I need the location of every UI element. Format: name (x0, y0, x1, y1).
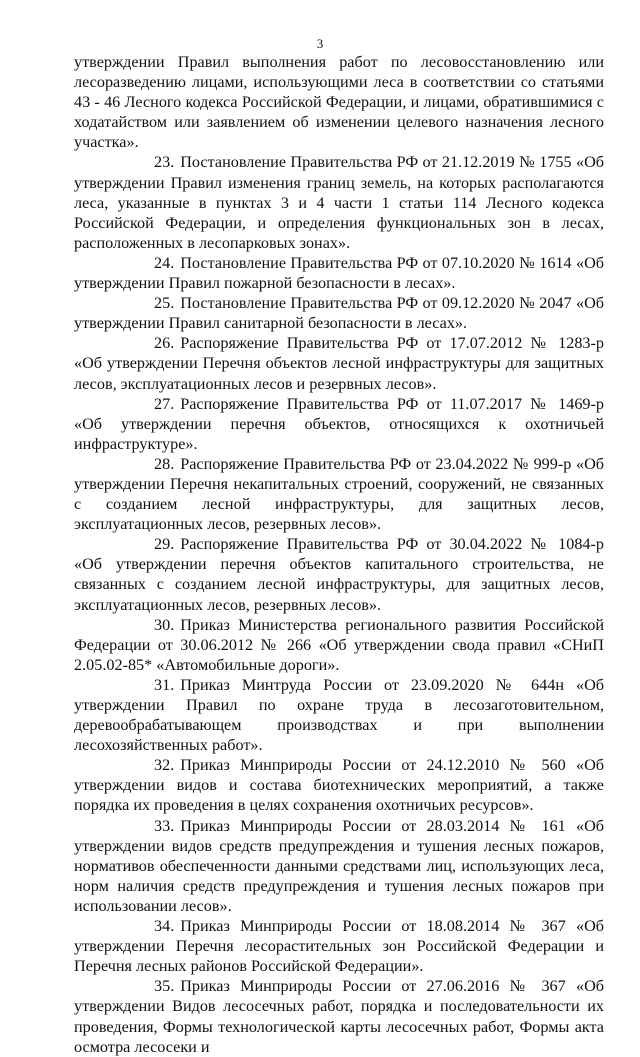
page-number: 3 (316, 36, 324, 51)
list-item-28 (74, 454, 604, 534)
paragraph-text: Приказ Минтруда России от 23.09.2020 № 644н «Об утверждении Правил по охране труда в лесозаготовительном, деревообрабатывающем производствах и при выполнении лесохозяйственных работ». (74, 675, 604, 755)
list-item-24 (74, 253, 604, 293)
paragraph-text: Постановление Правительства РФ от 21.12.2019 № 1755 «Об утверждении Правил изменения границ земель, на которых располагаются леса, указанные в пунктах 3 и 4 части 1 статьи 114 Лесного кодекса Российской Федерации, и определения функциональных зон в лесах, расположенных в лесопарковых зонах». (74, 153, 604, 252)
paragraph-text: Постановление Правительства РФ от 07.10.2020 № 1614 «Об утверждении Правил пожарной безопасности в лесах». (74, 253, 604, 293)
paragraph-text: утверждении Правил выполнения работ по лесовосстановлению или лесоразведению лицами, использующими леса в соответствии со статьями 43 - 46 Лесного кодекса Российской Федерации, и лицами, обратившимися с ходатайством или заявлением об изменении целевого назначения лесного участка». (74, 53, 604, 152)
item-number: 26. (154, 334, 175, 353)
paragraph-text: Приказ Минприроды России от 24.12.2010 № 560 «Об утверждении видов и состава биотехнических мероприятий, а также порядка их проведения в целях сохранения охотничьих ресурсов». (74, 756, 604, 815)
paragraph-text: Распоряжение Правительства РФ от 30.04.2022 № 1084-р «Об утверждении перечня объектов капитального строительства, не связанных с созданием лесной инфраструктуры, для защитных лесов, эксплуатационных лесов, резервных лесов». (74, 535, 604, 614)
list-item-25 (74, 293, 604, 333)
item-number: 29. (154, 535, 175, 554)
item-number: 35. (154, 977, 175, 996)
item-number: 32. (154, 756, 175, 775)
list-item-27 (74, 394, 604, 454)
list-item-35 (74, 976, 604, 1056)
paragraph-text: Приказ Минприроды России от 28.03.2014 № 161 «Об утверждении видов средств предупреждения и тушения лесных пожаров, нормативов обеспеченности данными средствами лиц, использующих леса, норм наличия средств предупреждения и тушения лесных пожаров при использовании лесов». (74, 816, 604, 915)
paragraph-text: Распоряжение Правительства РФ от 23.04.2022 № 999-р «Об утверждении Перечня некапитальных строений, сооружений, не связанных с созданием лесной инфраструктуры, для защитных лесов, эксплуатационных лесов, резервных лесов». (74, 454, 604, 534)
item-number: 31. (154, 675, 175, 694)
item-number: 23. (154, 153, 175, 172)
list-item-32 (74, 755, 604, 815)
list-item-30 (74, 615, 604, 675)
list-item-31 (74, 675, 604, 755)
item-number: 27. (154, 394, 175, 413)
list-item-34 (74, 916, 604, 976)
paragraph-continued (74, 52, 604, 152)
paragraph-text: Приказ Минприроды России от 27.06.2016 № 367 «Об утверждении Видов лесосечных работ, порядка и последовательности их проведения, Формы технологической карты лесосечных работ, Формы акта осмотра лесосеки и (74, 977, 604, 1056)
paragraph-text: Распоряжение Правительства РФ от 17.07.2012 № 1283-р «Об утверждении Перечня объектов лесной инфраструктуры для защитных лесов, эксплуатационных лесов и резервных лесов». (74, 334, 604, 393)
item-number: 34. (154, 917, 175, 936)
list-item-29 (74, 534, 604, 614)
list-item-33 (74, 816, 604, 916)
list-item-23 (74, 152, 604, 252)
list-item-26 (74, 333, 604, 393)
item-number: 28. (154, 454, 175, 473)
paragraph-text: Приказ Министерства регионального развития Российской Федерации от 30.06.2012 № 266 «Об утверждении свода правил «СНиП 2.05.02-85* «Автомобильные дороги». (74, 615, 604, 674)
item-number: 24. (154, 253, 175, 272)
item-number: 30. (154, 615, 175, 634)
item-number: 25. (154, 294, 175, 313)
paragraph-text: Распоряжение Правительства РФ от 11.07.2017 № 1469-р «Об утверждении перечня объектов, относящихся к охотничьей инфраструктуре». (74, 394, 604, 453)
item-number: 33. (154, 816, 175, 835)
document-body (74, 52, 604, 1057)
paragraph-text: Постановление Правительства РФ от 09.12.2020 № 2047 «Об утверждении Правил санитарной безопасности в лесах». (74, 294, 604, 333)
paragraph-text: Приказ Минприроды России от 18.08.2014 № 367 «Об утверждении Перечня лесорастительных зон Российской Федерации и Перечня лесных районов Российской Федерации». (74, 917, 604, 976)
